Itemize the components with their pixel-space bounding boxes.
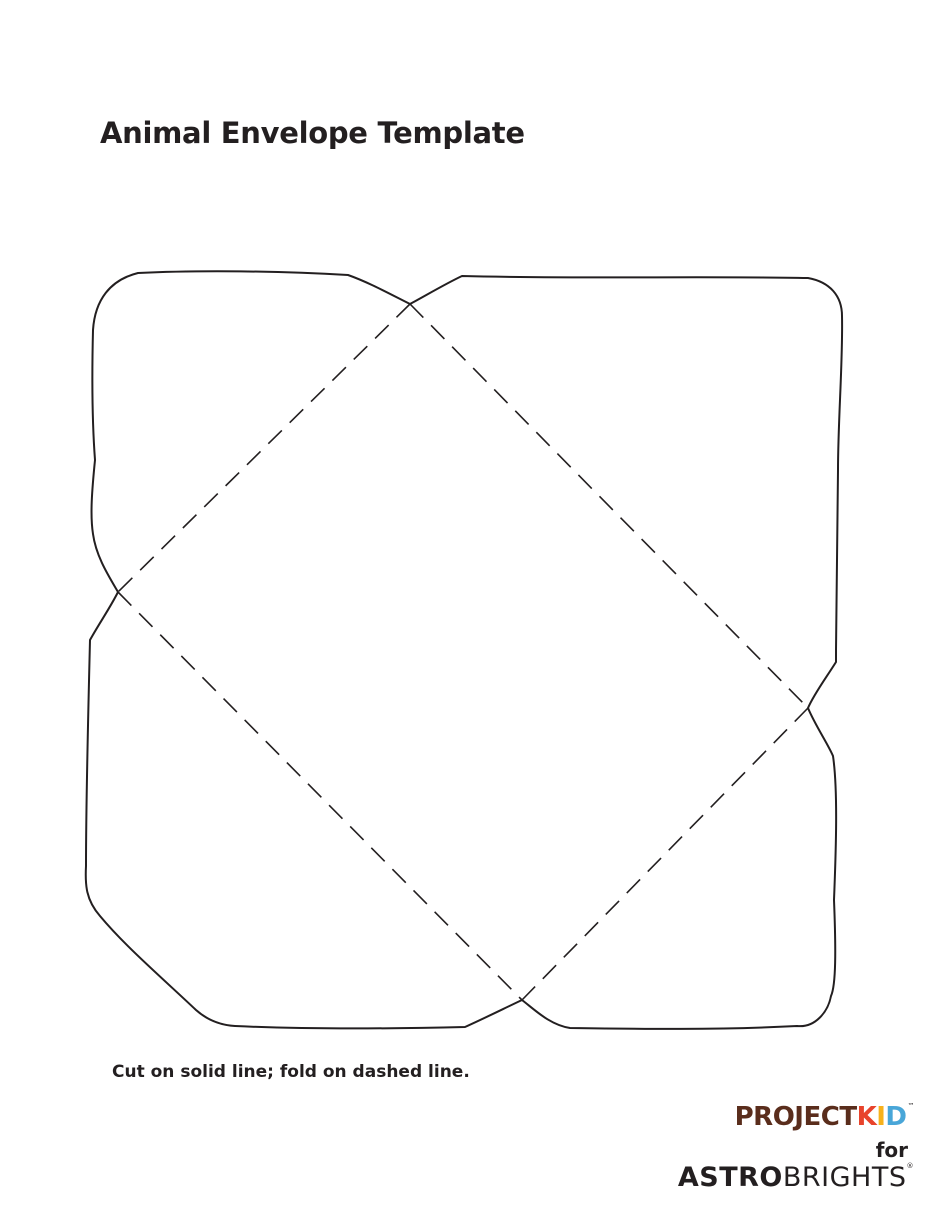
fold-line-top-left <box>118 304 410 592</box>
projectkid-logo <box>735 1102 914 1132</box>
brand-logo <box>654 1100 914 1200</box>
cut-outline <box>86 271 842 1029</box>
logo-k-letter: K <box>856 1102 877 1132</box>
registered-symbol: ® <box>906 1162 914 1170</box>
logo-astro-word: ASTRO <box>677 1162 783 1193</box>
logo-i-letter: I <box>876 1102 886 1132</box>
logo-project-word: PROJECT <box>734 1102 857 1132</box>
trademark-symbol: ™ <box>907 1102 914 1110</box>
logo-d-letter: D <box>885 1102 907 1132</box>
page-title: Animal Envelope Template <box>100 116 525 150</box>
logo-connector: for <box>875 1138 908 1162</box>
fold-line-bottom-right <box>522 708 808 1000</box>
astrobrights-logo <box>678 1162 914 1193</box>
logo-brights-word: BRIGHTS <box>782 1162 907 1193</box>
fold-line-top-right <box>410 304 808 708</box>
fold-line-bottom-left <box>118 592 522 1000</box>
instruction-text: Cut on solid line; fold on dashed line. <box>112 1062 470 1082</box>
